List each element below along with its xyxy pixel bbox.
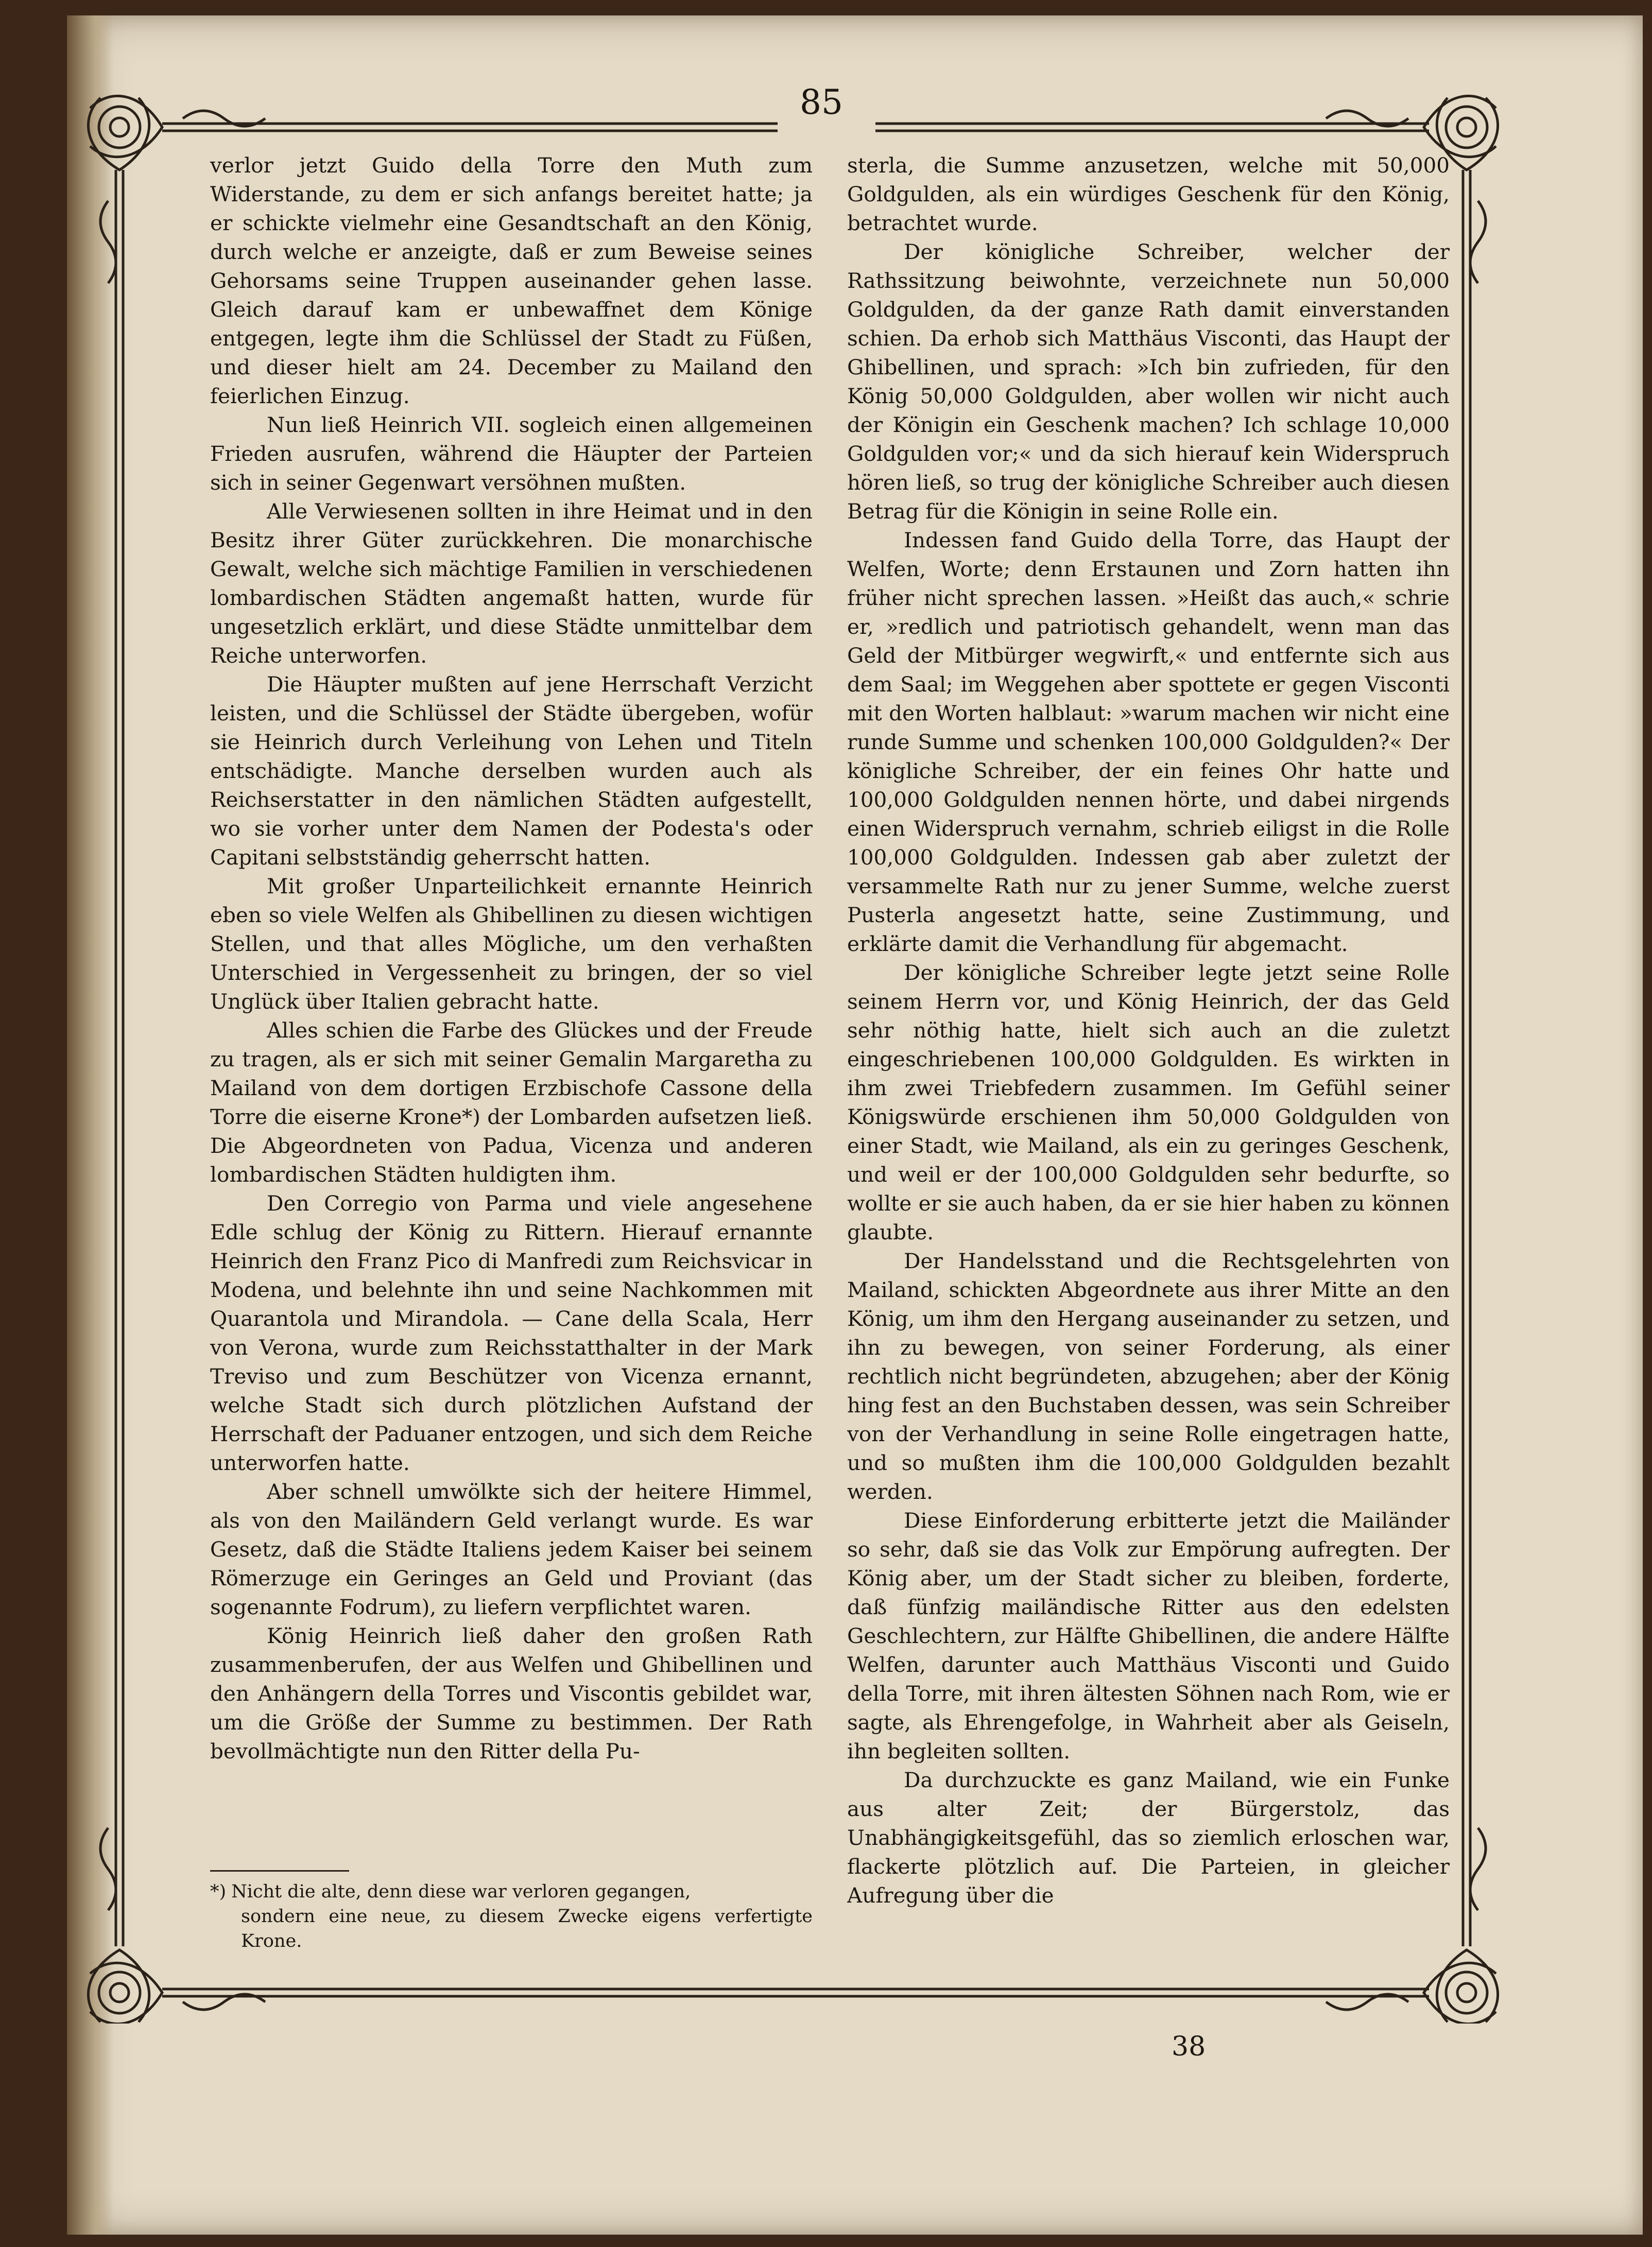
- paragraph: Die Häupter mußten auf jene Herrschaft Verzicht leisten, und die Schlüssel der Städte übergeben, wofür sie Heinrich durch Verleihung von Lehen und Titeln entschädigte. Manche derselben wurden auch als Reichserstatter in den nämlichen Städten aufgestellt, wo sie vorher unter dem Namen der Podesta's oder Capitani selbstständig geherrscht hatten.: [210, 672, 813, 870]
- paragraph: Indessen fand Guido della Torre, das Haupt der Welfen, Worte; denn Erstaunen und Zorn hatten ihn früher nicht sprechen lassen. »Heißt das auch,« schrie er, »redlich und patriotisch gehandelt, wenn man das Geld der Mitbürger wegwirft,« und entfernte sich aus dem Saal; im Weggehen aber spottete er gegen Visconti mit den Worten halblaut: »warum machen wir nicht eine runde Summe und schenken 100,000 Goldgulden?« Der königliche Schreiber, der ein feines Ohr hatte und 100,000 Goldgulden nennen hörte, und dabei nirgends einen Widerspruch vernahm, schrieb eiligst in die Rolle 100,000 Goldgulden. Indessen gab aber zuletzt der versammelte Rath nur zu jener Summe, welche zuerst Pusterla angesetzt hatte, seine Zustimmung, und erklärte damit die Verhandlung für abgemacht.: [847, 528, 1450, 956]
- paragraph: Da durchzuckte es ganz Mailand, wie ein Funke aus alter Zeit; der Bürgerstolz, das Unabhängigkeitsgefühl, das so ziemlich erloschen war, flackerte plötzlich auf. Die Parteien, in gleicher Aufregung über die: [847, 1768, 1450, 1908]
- paragraph: Der Handelsstand und die Rechtsgelehrten von Mailand, schickten Abgeordnete aus ihrer Mitte an den König, um ihm den Hergang auseinander zu setzen, und ihn zu bewegen, von seiner Forderung, als einer rechtlich nicht begründeten, abzugehen; aber der König hing fest an den Buchstaben dessen, was sein Schreiber von der Verhandlung in seine Rolle eingetragen hatte, und so mußten ihm die 100,000 Goldgulden bezahlt werden.: [847, 1249, 1450, 1504]
- footnote-line: [210, 1879, 813, 1904]
- page-number: 85: [800, 82, 843, 122]
- left-column: [210, 151, 813, 1968]
- footnote: [210, 1879, 813, 1954]
- footnote-separator: [210, 1870, 349, 1872]
- paragraph: Alle Verwiesenen sollten in ihre Heimat und in den Besitz ihrer Güter zurückkehren. Die monarchische Gewalt, welche sich mächtige Familien in verschiedenen lombardischen Städten angemaßt hatten, wurde für ungesetzlich erklärt, und diese Städte unmittelbar dem Reiche unterworfen.: [210, 499, 813, 668]
- paragraph: verlor jetzt Guido della Torre den Muth zum Widerstande, zu dem er sich anfangs bereitet hatte; ja er schickte vielmehr eine Gesandtschaft an den König, durch welche er anzeigte, daß er zum Beweise seines Gehorsams seine Truppen auseinander gehen lasse. Gleich darauf kam er unbewaffnet dem Könige entgegen, legte ihm die Schlüssel der Stadt zu Füßen, und dieser hielt am 24. December zu Mailand den feierlichen Einzug.: [210, 153, 813, 408]
- paragraph: König Heinrich ließ daher den großen Rath zusammenberufen, der aus Welfen und Ghibellinen und den Anhängern della Torres und Viscontis gebildet war, um die Größe der Summe zu bestimmen. Der Rath bevollmächtigte nun den Ritter della Pu-: [210, 1623, 813, 1764]
- signature-mark: 38: [1172, 2031, 1206, 2062]
- paragraph: Diese Einforderung erbitterte jetzt die Mailänder so sehr, daß sie das Volk zur Empörung aufregten. Der König aber, um der Stadt sicher zu bleiben, forderte, daß fünfzig mailändische Ritter aus den edelsten Geschlechtern, zur Hälfte Ghibellinen, die andere Hälfte Welfen, darunter auch Matthäus Visconti und Guido della Torre, mit ihren ältesten Söhnen nach Rom, wie er sagte, als Ehrengefolge, in Wahrheit aber als Geiseln, ihn begleiten sollten.: [847, 1508, 1450, 1764]
- footnote-text-2: sondern eine neue, zu diesem Zwecke eigens verfertigte Krone.: [241, 1906, 813, 1951]
- footnote-text-1: Nicht die alte, denn diese war verloren gegangen,: [231, 1881, 691, 1902]
- right-column: [847, 151, 1450, 1968]
- paragraph: Der königliche Schreiber legte jetzt seine Rolle seinem Herrn vor, und König Heinrich, der das Geld sehr nöthig hatte, hielt sich auch an die zuletzt eingeschriebenen 100,000 Goldgulden. Es wirkten in ihm zwei Triebfedern zusammen. Im Gefühl seiner Königswürde erschienen ihm 50,000 Goldgulden von einer Stadt, wie Mailand, als ein zu geringes Geschenk, und weil er der 100,000 Goldgulden sehr bedurfte, so wollte er sie auch haben, da er sie hier haben zu können glaubte.: [847, 960, 1450, 1245]
- paragraph: sterla, die Summe anzusetzen, welche mit 50,000 Goldgulden, als ein würdiges Geschenk für den König, betrachtet wurde.: [847, 153, 1450, 235]
- paragraph: Aber schnell umwölkte sich der heitere Himmel, als von den Mailändern Geld verlangt wurde. Es war Gesetz, daß die Städte Italiens jedem Kaiser bei seinem Römerzuge ein Geringes an Geld und Proviant (das sogenannte Fodrum), zu liefern verpflichtet waren.: [210, 1479, 813, 1619]
- paragraph: Der königliche Schreiber, welcher der Rathssitzung beiwohnte, verzeichnete nun 50,000 Goldgulden, da der ganze Rath damit einverstanden schien. Da erhob sich Matthäus Visconti, das Haupt der Ghibellinen, und sprach: »Ich bin zufrieden, für den König 50,000 Goldgulden, aber wollen wir nicht auch der Königin ein Geschenk machen? Ich schlage 10,000 Goldgulden vor;« und da sich hierauf kein Widerspruch hören ließ, so trug der königliche Schreiber auch diesen Betrag für die Königin in seine Rolle ein.: [847, 239, 1450, 524]
- paragraph: Mit großer Unparteilichkeit ernannte Heinrich eben so viele Welfen als Ghibellinen zu diesen wichtigen Stellen, und that alles Mögliche, um den verhaßten Unterschied in Vergessenheit zu bringen, der so viel Unglück über Italien gebracht hatte.: [210, 874, 813, 1014]
- paragraph: Nun ließ Heinrich VII. sogleich einen allgemeinen Frieden ausrufen, während die Häupter der Parteien sich in seiner Gegenwart versöhnen mußten.: [210, 412, 813, 495]
- footnote-marker: *): [210, 1881, 227, 1902]
- paragraph: Den Corregio von Parma und viele angesehene Edle schlug der König zu Rittern. Hierauf ernannte Heinrich den Franz Pico di Manfredi zum Reichsvicar in Modena, und belehnte ihn und seine Nachkommen mit Quarantola und Mirandola. — Cane della Scala, Herr von Verona, wurde zum Reichsstatthalter in der Mark Treviso und zum Beschützer von Vicenza ernannt, welche Stadt sich durch plötzlichen Aufstand der Herrschaft der Paduaner entzogen, und sich dem Reiche unterworfen hatte.: [210, 1191, 813, 1475]
- paragraph: Alles schien die Farbe des Glückes und der Freude zu tragen, als er sich mit seiner Gemalin Margaretha zu Mailand von dem dortigen Erzbischofe Cassone della Torre die eiserne Krone*) der Lombarden aufsetzen ließ. Die Abgeordneten von Padua, Vicenza und anderen lombardischen Städten huldigten ihm.: [210, 1018, 813, 1187]
